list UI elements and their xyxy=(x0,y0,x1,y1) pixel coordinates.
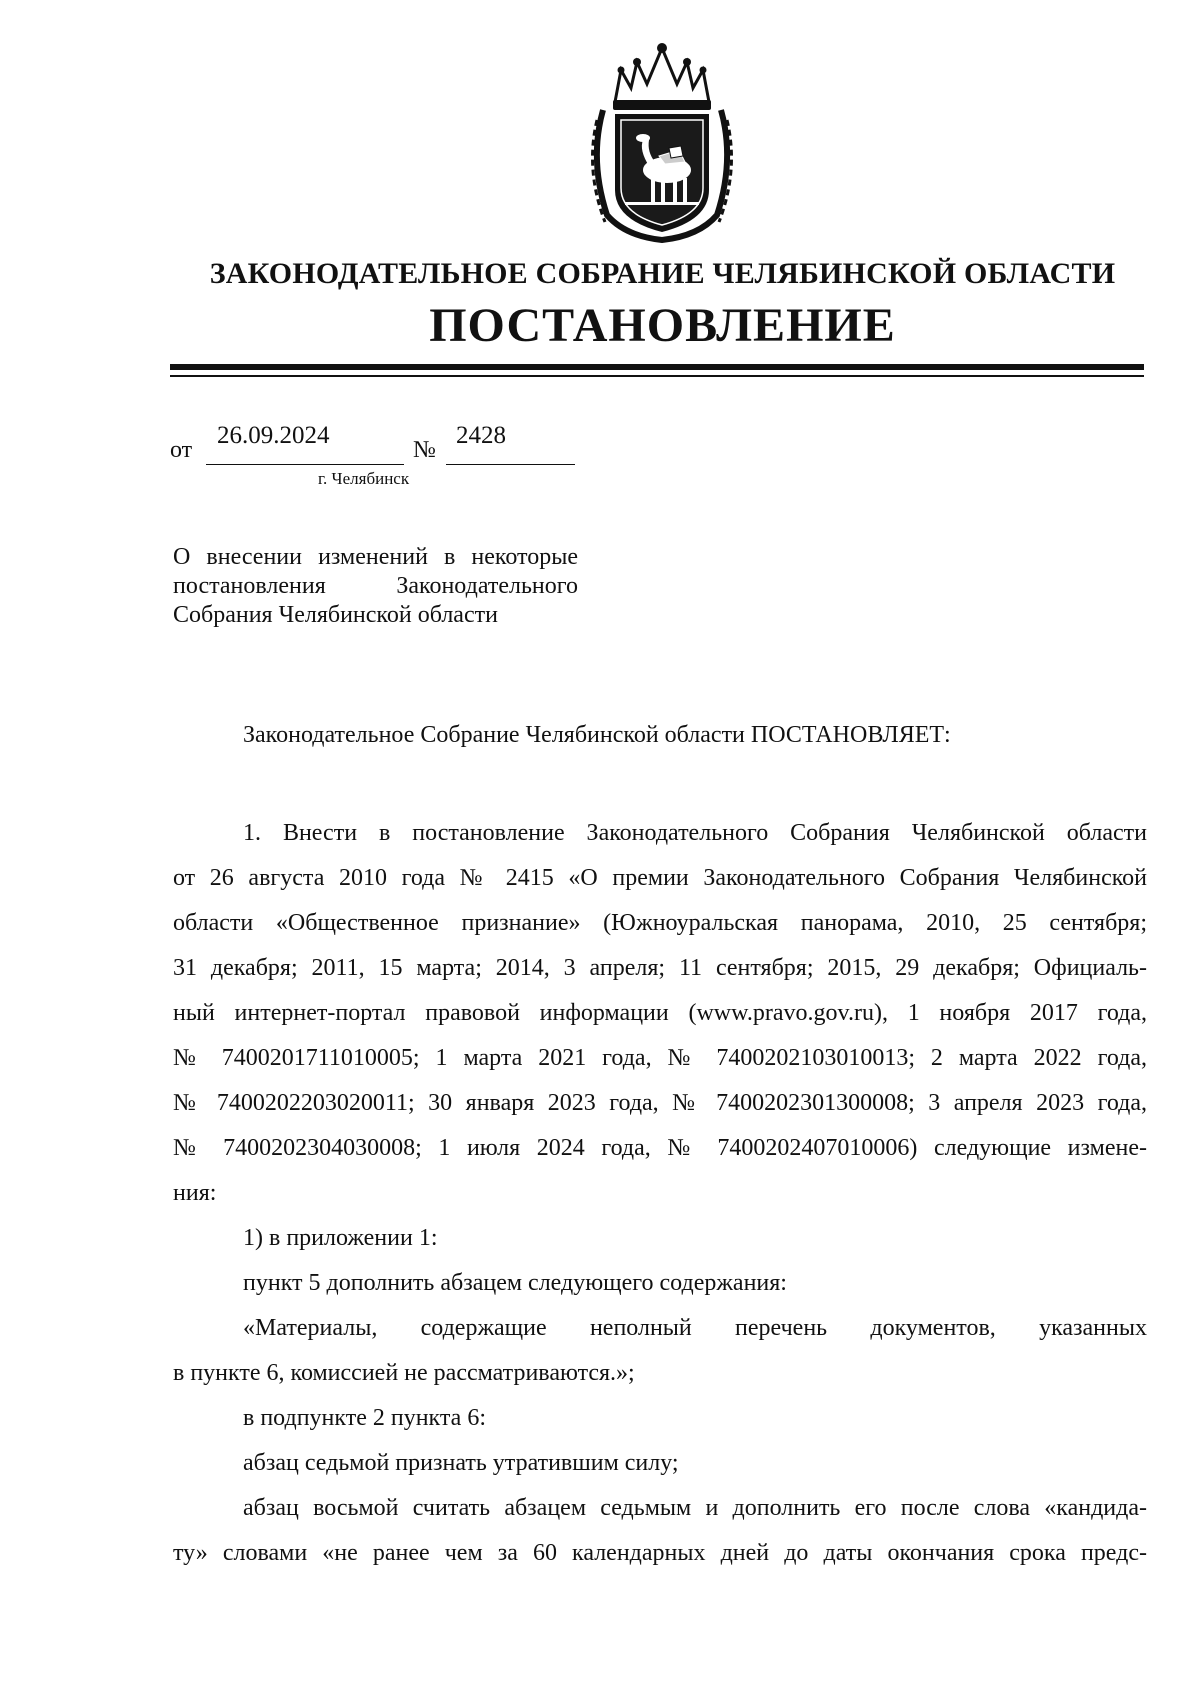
document-subject xyxy=(173,543,578,630)
header-divider-thin xyxy=(170,375,1144,377)
organization-name: ЗАКОНОДАТЕЛЬНОЕ СОБРАНИЕ ЧЕЛЯБИНСКОЙ ОБЛАСТИ xyxy=(209,257,1116,290)
body-line: ния: xyxy=(173,1180,217,1206)
body-line: 1) в приложении 1: xyxy=(243,1225,438,1251)
subject-line: О внесении изменений в некоторые xyxy=(173,544,578,570)
body-line: абзац восьмой считать абзацем седьмым и дополнить его после слова «кандида- xyxy=(243,1495,1147,1521)
document-number: 2428 xyxy=(456,422,506,449)
body-line: в подпункте 2 пункта 6: xyxy=(243,1405,486,1431)
subject-line: постановления Законодательного xyxy=(173,573,578,599)
body-line: ту» словами «не ранее чем за 60 календарных дней до даты окончания срока предс- xyxy=(173,1540,1147,1566)
date-underline xyxy=(206,464,404,465)
resolution-preamble: Законодательное Собрание Челябинской области ПОСТАНОВЛЯЕТ: xyxy=(243,722,951,748)
subject-line: Собрания Челябинской области xyxy=(173,602,498,628)
document-date: 26.09.2024 xyxy=(217,422,330,449)
number-underline xyxy=(446,464,575,465)
body-line: № 7400202203020011; 30 января 2023 года, № 7400202301300008; 3 апреля 2023 года, xyxy=(173,1090,1147,1116)
number-label: № xyxy=(413,437,436,463)
document-city: г. Челябинск xyxy=(318,469,410,488)
document-body xyxy=(173,811,1147,1576)
header-divider-thick xyxy=(170,364,1144,370)
body-line: № 7400202304030008; 1 июля 2024 года, № 7400202407010006) следующие измене- xyxy=(173,1135,1147,1161)
body-line: от 26 августа 2010 года № 2415 «О премии Законодательного Собрания Челябинской xyxy=(173,865,1147,891)
body-line: пункт 5 дополнить абзацем следующего содержания: xyxy=(243,1270,787,1296)
coat-of-arms-emblem xyxy=(585,40,740,246)
body-line: 1. Внести в постановление Законодательного Собрания Челябинской области xyxy=(243,820,1147,846)
document-type-title: ПОСТАНОВЛЕНИЕ xyxy=(429,299,896,352)
body-line: в пункте 6, комиссией не рассматриваются.»; xyxy=(173,1360,635,1386)
date-from-label: от xyxy=(170,437,193,463)
body-line: ный интернет-портал правовой информации (www.pravo.gov.ru), 1 ноября 2017 года, xyxy=(173,1000,1147,1026)
body-line: области «Общественное признание» (Южноуральская панорама, 2010, 25 сентября; xyxy=(173,910,1147,936)
body-line: 31 декабря; 2011, 15 марта; 2014, 3 апреля; 11 сентября; 2015, 29 декабря; Официаль- xyxy=(173,955,1147,981)
body-line: «Материалы, содержащие неполный перечень документов, указанных xyxy=(243,1315,1147,1341)
body-line: № 7400201711010005; 1 марта 2021 года, № 7400202103010013; 2 марта 2022 года, xyxy=(173,1045,1147,1071)
body-line: абзац седьмой признать утратившим силу; xyxy=(243,1450,679,1476)
